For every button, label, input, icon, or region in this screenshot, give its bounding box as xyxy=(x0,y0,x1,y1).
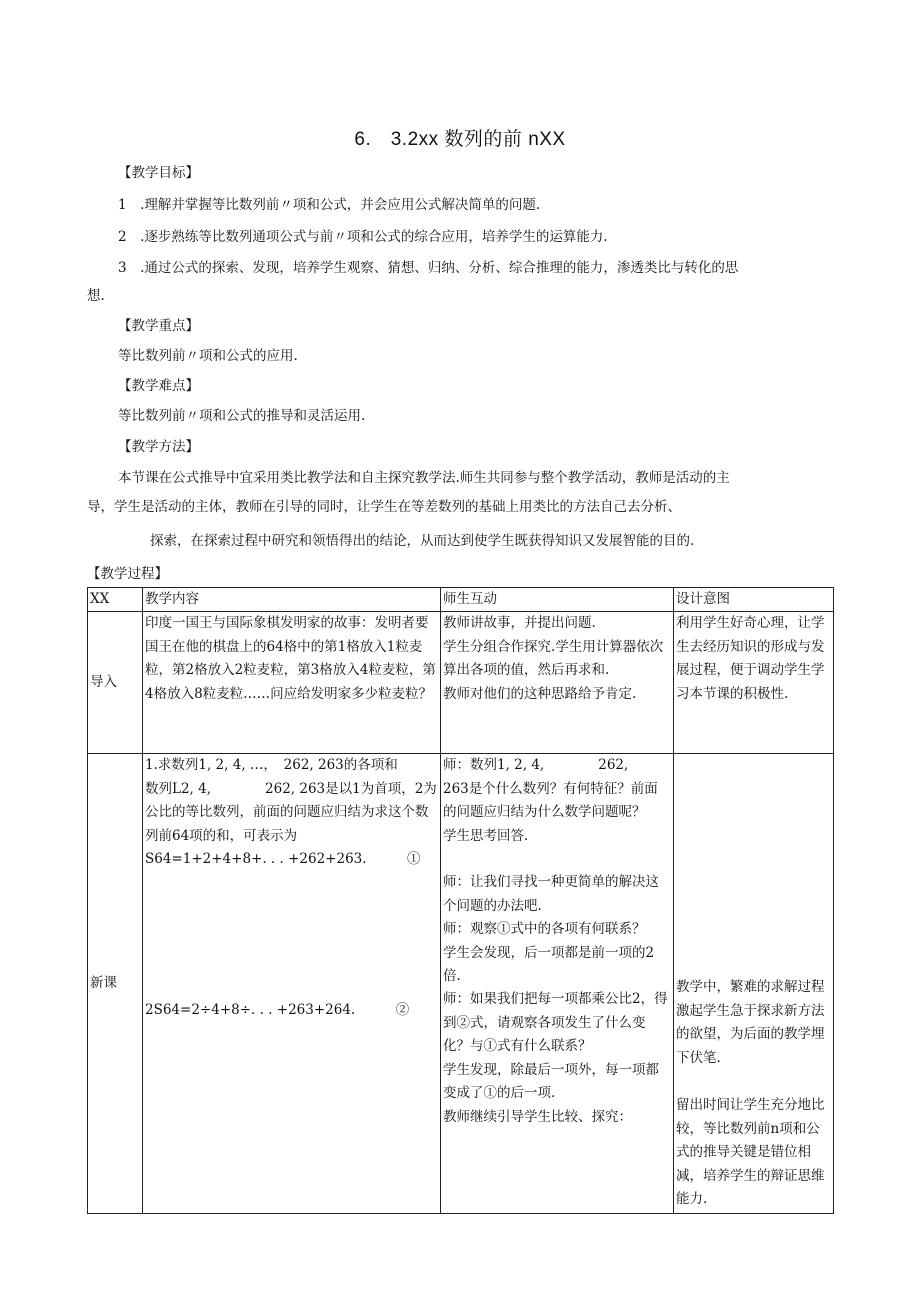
header-interaction: 师生互动 xyxy=(441,588,674,612)
method-line-1: 本节课在公式推导中宜采用类比教学法和自主探究教学法.师生共同参与整个教学活动，教师是活动的主 xyxy=(118,470,730,486)
intro-content: 印度一国王与国际象棋发明家的故事：发明者要国王在他的棋盘上的64格中的第1格放入1粒麦粒，第2格放入2粒麦粒，第3格放入4粒麦粒，第4格放入8粒麦粒……问应给发明家多少粒麦粒？ xyxy=(143,612,441,754)
header-intent: 设计意图 xyxy=(674,588,834,612)
new-intent-cell xyxy=(674,754,834,1214)
page-title: 6. 3.2xx 数列的前 nXX xyxy=(354,129,566,150)
header-stage: XX xyxy=(88,588,143,612)
table-row-new xyxy=(88,754,834,1214)
key-text: 等比数列前〃项和公式的应用. xyxy=(118,348,298,364)
goal-2: 2 .逐步熟练等比数列通项公式与前〃项和公式的综合应用，培养学生的运算能力. xyxy=(118,229,608,245)
heading-process: 【教学过程】 xyxy=(87,566,168,582)
difficulty-text: 等比数列前〃项和公式的推导和灵活运用. xyxy=(118,408,366,424)
new-content-cell xyxy=(143,754,441,1214)
new-interaction: 师：数列1, 2, 4, 262, 263是个什么数列？有何特征？前面的问题应归结为什么数学问题呢？ 学生思考回答. 师：让我们寻找一种更简单的解决这个问题的办法吧. 师：观察①式中的各项有何联系？ 学生会发现，后一项都是前一项的2倍. 师：如果我们把每一项都乘公比2，得到②式，请观察各项发生了什么变化？与①式有什么联系？ 学生发现，除最后一项外，每一项都变成了①的后一项. 教师继续引导学生比较、探究： xyxy=(441,754,674,1214)
stage-new: 新课 xyxy=(88,754,143,1214)
method-line-3: 探索，在探索过程中研究和领悟得出的结论，从而达到使学生既获得知识又发展智能的目的. xyxy=(150,533,695,549)
intro-intent: 利用学生好奇心理，让学生去经历知识的形成与发展过程，便于调动学生学习本节课的积极性. xyxy=(674,612,834,754)
table-header-row xyxy=(88,588,834,612)
heading-method: 【教学方法】 xyxy=(118,439,199,455)
stage-intro: 导入 xyxy=(88,612,143,754)
new-content-part-1: 1.求数列1, 2, 4, …， 262, 263的各项和 数列L2, 4, 262, 263是以1为首项，2为公比的等比数列，前面的问题应归结为求这个数列前64项的和，可表示为 S64=1+2+4+8+. . . +262+263. ① xyxy=(145,757,437,868)
new-intent-part-2: 留出时间让学生充分地比较，等比数列前n项和公式的推导关键是错位相减，培养学生的辩证思维能力. xyxy=(676,1097,825,1208)
method-line-2: 导，学生是活动的主体，教师在引导的同时，让学生在等差数列的基础上用类比的方法自己去分析、 xyxy=(87,499,681,515)
heading-difficulty: 【教学难点】 xyxy=(118,378,199,394)
heading-key: 【教学重点】 xyxy=(118,318,199,334)
new-content-part-2: 2S64=2÷4+8÷. . . +263+264. ② xyxy=(145,1002,410,1019)
heading-goals: 【教学目标】 xyxy=(118,165,199,181)
new-intent-part-1: 教学中，繁难的求解过程激起学生急于探求新方法的欲望，为后面的教学埋下伏笔. xyxy=(676,979,825,1066)
goal-3: 3 .通过公式的探索、发现，培养学生观察、猜想、归纳、分析、综合推理的能力，渗透类比与转化的思 xyxy=(118,260,739,276)
process-table xyxy=(87,587,834,1214)
header-content: 教学内容 xyxy=(143,588,441,612)
goal-1: 1 .理解并掌握等比数列前〃项和公式，并会应用公式解决简单的问题. xyxy=(118,197,541,213)
table-row-intro xyxy=(88,612,834,754)
intro-interaction: 教师讲故事，并提出问题. 学生分组合作探究.学生用计算器依次算出各项的值，然后再求和. 教师对他们的这种思路给予肯定. xyxy=(441,612,674,754)
goal-3-cont: 想. xyxy=(87,288,105,304)
